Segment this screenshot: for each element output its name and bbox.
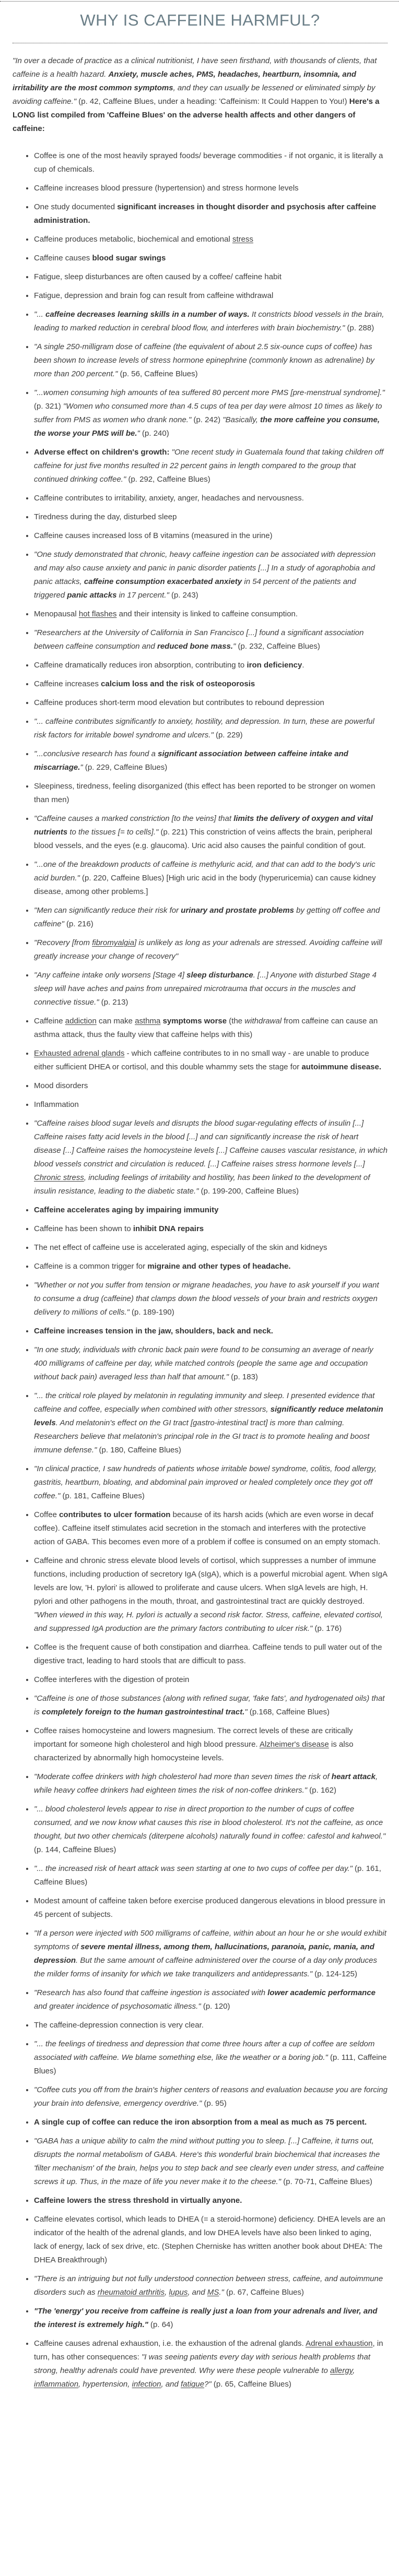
text-segment: ." xyxy=(219,2288,224,2297)
text-segment: "... the feelings of tiredness and depression that come three hours after a cup of coffee are seldom associated with caffeine. We blame something else, like the weather or a boring job." xyxy=(34,2040,375,2062)
text-segment: Caffeine elevates cortisol, which leads to DHEA (= a steroid-hormone) deficiency. DHEA levels are an indicator of the health of the adrenal glands, and low DHEA levels have also been linked to aging, lack of energy, lack of sex drive, etc. (Stephen Cherniske has written another book about DHEA: The DHEA Breakthrough) xyxy=(34,2215,385,2264)
text-segment: (p. 189-190) xyxy=(129,1308,174,1317)
text-segment: "Caffeine is one of those substances (along with refined sugar, 'fake fats', and hydrogenated oils) that is xyxy=(34,1694,385,1716)
text-segment: Caffeine causes xyxy=(34,254,92,263)
text-segment: (p. 65, Caffeine Blues) xyxy=(211,2380,291,2389)
text-segment: (p. 232, Caffeine Blues) xyxy=(236,642,320,651)
text-segment: Anxiety, muscle aches, PMS, headaches, heartburn, insomnia, and irritability are the most common symptoms xyxy=(13,70,357,92)
top-dotted-border xyxy=(0,1,399,2)
list-item xyxy=(34,1508,388,1549)
text-segment: "... the increased risk of heart attack was seen starting at one to two cups of coffee per day." xyxy=(34,1864,353,1873)
text-segment: limits the delivery of oxygen and vital nutrients xyxy=(34,814,373,837)
text-segment: "Caffeine causes a marked constriction [to the veins] that xyxy=(34,814,234,823)
list-item xyxy=(34,1117,388,1198)
inline-link[interactable]: MS xyxy=(207,2288,219,2297)
text-segment: . But the same amount of caffeine administered over the course of a day only produces the milder forms of insanity for which we take tranquilizers and antidepressants." xyxy=(34,1956,378,1978)
list-item xyxy=(34,812,388,853)
text-segment: "In one study, individuals with chronic back pain were found to be consuming an average of nearly 400 milligrams of caffeine per day, while matched controls (people the same age and occupation without back pain) averaged less than half that amount." xyxy=(34,1345,373,1381)
text-segment: "Caffeine raises blood sugar levels and disrupts the blood sugar-regulating effects of insulin [...] Caffeine raises fatty acid levels in the blood [...] and can significantly increase the risk of heart disease [...] Caffeine raises the homocysteine levels [...] Caffeine causes vascular resistance, in which blood vessels constrict and circulation is reduced. [...] Caffeine raises stress hormone levels [...] xyxy=(34,1119,388,1168)
text-segment: "Women who consumed more than 4.5 cups of tea per day were almost 10 times as likely to suffer from PMS as women who drank none." xyxy=(34,402,382,424)
text-segment: lower academic performance xyxy=(267,1988,376,1997)
list-item xyxy=(34,270,388,284)
text-segment: (p. 242) xyxy=(191,415,223,424)
list-item xyxy=(34,2213,388,2267)
list-item xyxy=(34,446,388,486)
list-item xyxy=(34,1015,388,1042)
text-segment: "Coffee cuts you off from the brain's higher centers of reasons and evaluation because you are forcing your brain into defensive, emergency overdrive." xyxy=(34,2085,388,2108)
list-item xyxy=(34,1927,388,1981)
text-segment: Coffee interferes with the digestion of protein xyxy=(34,1675,190,1684)
text-segment: (p. 221) This constriction of veins affects the brain, peripheral blood vessels, and the eyes (e.g. glaucoma). Uric acid also causes the painful condition of gout. xyxy=(34,828,372,850)
text-segment: , hypertension, xyxy=(78,2380,132,2389)
text-segment: Caffeine produces short-term mood elevation but contributes to rebound depression xyxy=(34,698,324,707)
list-item xyxy=(34,1554,388,1636)
text-segment: "Researchers at the University of California in San Francisco [...] found a significant association between caffeine consumption and xyxy=(34,628,364,651)
text-segment: The caffeine-depression connection is very clear. xyxy=(34,2021,204,2030)
list-item xyxy=(34,626,388,653)
text-segment: severe mental illness, among them, hallucinations, paranoia, panic, mania, and depression xyxy=(34,1942,374,1965)
list-item xyxy=(34,1325,388,1338)
inline-link[interactable]: Adrenal exhaustion xyxy=(306,2339,373,2348)
inline-link[interactable]: infection xyxy=(132,2380,161,2389)
text-segment: (p. 56, Caffeine Blues) xyxy=(118,369,198,378)
text-segment: in 54 percent of the patients and triggered xyxy=(34,577,356,600)
text-segment: "... caffeine contributes significantly to anxiety, hostility, and depression. In turn, these are powerful risk factors for irritable bowel syndrome and ulcers." xyxy=(34,717,374,740)
text-segment: (p. 111, Caffeine Blues) xyxy=(34,2053,387,2076)
text-segment: "Recovery [from xyxy=(34,938,92,947)
text-segment: significant association between caffeine intake and miscarriage. xyxy=(34,749,348,772)
text-segment: significant increases in thought disorder and psychosis after caffeine administration. xyxy=(34,202,377,225)
list-item xyxy=(34,1462,388,1503)
text-segment: "Men can significantly reduce their risk for xyxy=(34,906,181,915)
text-segment: symptoms worse xyxy=(162,1017,227,1025)
list-item xyxy=(34,715,388,742)
text-segment: Fatigue, depression and brain fog can result from caffeine withdrawal xyxy=(34,291,274,300)
text-segment: significantly reduce melatonin levels xyxy=(34,1405,383,1427)
inline-link[interactable]: stress xyxy=(232,235,253,244)
text-segment: It constricts blood vessels in the brain, leading to marked reduction in cerebral blood flow, and interferes with brain biochemistry." xyxy=(34,310,384,332)
inline-link[interactable]: Alzheimer's disease xyxy=(259,1740,329,1749)
text-segment: because of its harsh acids (which are even worse in decaf coffee). Caffeine itself stimulates acid secretion in the stomach and interferes with the protective action of GABA. This becomes even more of a problem if coffee is consumed on an empty stomach. xyxy=(34,1510,381,1546)
text-segment: Caffeine causes adrenal exhaustion, i.e. the exhaustion of the adrenal glands. xyxy=(34,2339,306,2348)
text-segment: "One recent study in Guatemala found that taking children off caffeine for just five months resulted in 22 percent gains in length compared to the group that continued drinking coffee." xyxy=(34,448,384,484)
inline-link[interactable]: lupus xyxy=(169,2288,188,2297)
list-item xyxy=(34,1241,388,1255)
text-segment: heart attack xyxy=(331,1772,375,1781)
text-segment: "Basically, xyxy=(222,415,261,424)
article-page xyxy=(0,1,399,2412)
list-item xyxy=(34,2037,388,2078)
text-segment: "Research has also found that caffeine ingestion is associated with xyxy=(34,1988,268,1997)
inline-link[interactable]: Exhausted adrenal glands xyxy=(34,1049,125,1058)
list-item xyxy=(34,510,388,524)
text-segment: (p. 181, Caffeine Blues) xyxy=(60,1492,145,1500)
text-segment: Caffeine contributes to irritability, anxiety, anger, headaches and nervousness. xyxy=(34,494,304,503)
list-item xyxy=(34,1862,388,1889)
text-segment: withdrawal xyxy=(244,1017,282,1025)
text-segment: "I was seeing patients every day with serious health problems that strong, healthy adrenals could have prevented. Why were these people vulnerable to xyxy=(34,2353,371,2375)
text-segment: contributes to ulcer formation xyxy=(59,1510,171,1519)
text-segment: Coffee is the frequent cause of both constipation and diarrhea. Caffeine tends to pull water out of the digestive tract, leading to hard stools that are difficult to pass. xyxy=(34,1643,382,1665)
list-item xyxy=(34,780,388,807)
text-segment: , in turn, has other consequences: xyxy=(34,2339,383,2362)
text-segment: (p. 67, Caffeine Blues) xyxy=(224,2288,304,2297)
text-segment: (p. 120) xyxy=(201,2002,230,2011)
text-segment: Adverse effect on children's growth: xyxy=(34,448,172,457)
list-item xyxy=(34,200,388,228)
text-segment: in 17 percent." xyxy=(116,591,169,600)
text-segment: "In clinical practice, I saw hundreds of patients whose irritable bowel syndrome, colitis, food allergy, gastritis, heartburn, bloating, and abdominal pain improved or healed completely once they got off coffee." xyxy=(34,1464,377,1500)
list-item xyxy=(34,1894,388,1922)
text-segment: caffeine decreases learning skills in a number of ways. xyxy=(45,310,250,319)
text-segment: , including feelings of irritability and hostility, has been linked to the development of insulin resistance, leading to the diabetic state." xyxy=(34,1173,370,1196)
list-item xyxy=(34,607,388,621)
text-segment: (p. 321) xyxy=(34,402,63,411)
text-segment: Caffeine increases blood pressure (hypertension) and stress hormone levels xyxy=(34,184,299,193)
text-segment: "One study demonstrated that chronic, heavy caffeine ingestion can be associated with depression and may also cause anxiety and panic in panic disorder patients [...] In a study of agoraphobia and panic attacks, xyxy=(34,550,376,586)
list-item xyxy=(34,2083,388,2110)
list-item xyxy=(34,340,388,381)
text-segment: "...conclusive research has found a xyxy=(34,749,158,758)
bullet-list xyxy=(13,149,388,2391)
text-segment: Caffeine has been shown to xyxy=(34,1224,133,1233)
text-segment: Caffeine increases tension in the jaw, shoulders, back and neck. xyxy=(34,1327,273,1335)
text-segment: "...one of the breakdown products of caffeine is methyluric acid, and that can add to the body's uric acid burden." xyxy=(34,860,375,882)
text-segment: The net effect of caffeine use is accelerated aging, especially of the skin and kidneys xyxy=(34,1243,327,1252)
text-segment: (p. 243) xyxy=(169,591,198,600)
text-segment: panic attacks xyxy=(67,591,117,600)
text-segment: (p. 216) xyxy=(64,920,93,928)
list-item xyxy=(34,492,388,505)
text-segment: "Moderate coffee drinkers with high cholesterol had more than seven times the risk of xyxy=(34,1772,332,1781)
text-segment: - which caffeine contributes to in no small way - are unable to produce either sufficient DHEA or cortisol, and this double whammy sets the stage for xyxy=(34,1049,369,1071)
text-segment: "When viewed in this way, H. pylori is actually a second risk factor. Stress, caffeine, elevated cortisol, and suppressed IgA production are the primary factors contributing to ulcer risk." xyxy=(34,1611,383,1633)
text-segment: (p. 229) xyxy=(213,731,243,740)
text-segment: (p. 240) xyxy=(139,429,169,438)
text-segment: (p. 95) xyxy=(202,2099,227,2108)
text-segment: (p. 176) xyxy=(312,1624,342,1633)
inline-link[interactable]: fibromyalgia xyxy=(92,938,135,947)
list-item xyxy=(34,1203,388,1217)
text-segment: Caffeine causes increased loss of B vitamins (measured in the urine) xyxy=(34,531,273,540)
list-item xyxy=(34,548,388,602)
list-item xyxy=(34,696,388,710)
list-item xyxy=(34,2134,388,2189)
text-segment: " xyxy=(244,1708,248,1716)
list-item xyxy=(34,386,388,440)
text-segment: blood sugar swings xyxy=(92,254,166,263)
list-item xyxy=(34,936,388,963)
text-segment: urinary and prostate problems xyxy=(181,906,294,915)
text-segment: , while heavy coffee drinkers had eighteen times the risk of non-coffee drinkers." xyxy=(34,1772,378,1795)
text-segment: completely foreign to the human gastrointestinal tract. xyxy=(42,1708,245,1716)
text-segment: Coffee xyxy=(34,1510,60,1519)
text-segment: and greater incidence of psychosomatic illness." xyxy=(34,2002,201,2011)
list-item xyxy=(34,677,388,691)
inline-link[interactable]: allergy xyxy=(330,2366,353,2375)
list-item xyxy=(34,659,388,672)
text-segment: "... blood cholesterol levels appear to rise in direct proportion to the number of cups of coffee consumed, and we now know what causes this rise in blood cholesterol. It's not the caffeine, as once thought, but two other chemicals (diterpene alcohols) naturally found in coffee: cafestol and kahweol." xyxy=(34,1805,386,1841)
text-segment: Mood disorders xyxy=(34,1081,88,1090)
text-segment: "In over a decade of practice as a clinical nutritionist, I have seen firsthand, with thousands of clients, that caffeine is a health hazard. xyxy=(13,56,377,79)
list-item xyxy=(34,1673,388,1687)
text-segment: , xyxy=(165,2288,169,2297)
text-segment: caffeine consumption exacerbated anxiety xyxy=(84,577,242,586)
text-segment: (p. 162) xyxy=(307,1786,336,1795)
inline-link[interactable]: asthma xyxy=(135,1017,161,1025)
text-segment: (p. 220, Caffeine Blues) [High uric acid in the body (hyperuricemia) can cause kidney disease, among other problems.] xyxy=(34,874,376,896)
text-segment: "... the critical role played by melatonin in regulating immunity and sleep. I presented evidence that caffeine and coffee, especially when combined with other stressors, xyxy=(34,1391,375,1414)
text-segment: Caffeine increases xyxy=(34,679,101,688)
list-item xyxy=(34,1222,388,1236)
text-segment: Caffeine produces metabolic, biochemical and emotional xyxy=(34,235,232,244)
inline-link[interactable]: rheumatoid arthritis xyxy=(97,2288,165,2297)
list-item xyxy=(34,1343,388,1384)
list-item xyxy=(34,2337,388,2391)
text-segment: reduced bone mass. xyxy=(157,642,233,651)
list-item xyxy=(34,182,388,195)
text-segment: calcium loss and the risk of osteoporosis xyxy=(101,679,255,688)
text-segment: Caffeine dramatically reduces iron absorption, contributing to xyxy=(34,661,247,670)
inline-link[interactable]: addiction xyxy=(65,1017,97,1025)
inline-link[interactable]: hot flashes xyxy=(78,610,117,618)
text-segment: (p. 183) xyxy=(229,1373,258,1381)
text-segment: Here's a LONG list compiled from 'Caffeine Blues' on the adverse health affects and other dangers of caffeine: xyxy=(13,97,380,133)
list-item xyxy=(34,1724,388,1765)
list-item xyxy=(34,1692,388,1719)
text-segment: A single cup of coffee can reduce the iron absorption from a meal as much as 75 percent. xyxy=(34,2118,367,2127)
text-segment: . xyxy=(302,661,304,670)
text-segment: is also characterized by abnormally high homocysteine levels. xyxy=(34,1740,354,1762)
list-item xyxy=(34,252,388,265)
list-item xyxy=(34,149,388,176)
text-segment: from caffeine can cause an asthma attack, thus the faulty view that caffeine helps with this) xyxy=(34,1017,378,1039)
list-item xyxy=(34,1279,388,1319)
text-segment: (p. 229, Caffeine Blues) xyxy=(83,763,168,772)
text-segment: Menopausal xyxy=(34,610,79,618)
list-item xyxy=(34,1389,388,1457)
text-segment: (p. 213) xyxy=(99,998,128,1007)
text-segment: , xyxy=(353,2366,355,2375)
text-segment: by getting off coffee and caffeine" xyxy=(34,906,380,928)
text-segment: "...women consuming high amounts of tea suffered 80 percent more PMS [pre-menstrual syndrome]." xyxy=(34,388,385,397)
list-item xyxy=(34,1803,388,1857)
text-segment: . And melatonin's effect on the GI tract [gastro-intestinal tract] is more than calming. Researchers believe that melatonin's principal role in the GI tract is to promote healing and boost immune defense." xyxy=(34,1418,370,1454)
list-item xyxy=(34,1260,388,1273)
text-segment: inhibit DNA repairs xyxy=(133,1224,204,1233)
text-segment: Modest amount of caffeine taken before exercise produced dangerous elevations in blood pressure in 45 percent of subjects. xyxy=(34,1897,385,1919)
text-segment: Caffeine is a common trigger for xyxy=(34,1262,148,1271)
text-segment: (p. 144, Caffeine Blues) xyxy=(34,1845,116,1854)
list-item xyxy=(34,1047,388,1074)
text-segment: "... xyxy=(34,310,45,319)
list-item xyxy=(34,1770,388,1797)
text-segment: Caffeine and chronic stress elevate blood levels of cortisol, which suppresses a number of immune functions, including production of secretory IgA (sIgA), which is a powerful microbial agent. When sIgA levels are low, 'H. pylori' is allowed to proliferate and cause ulcers. When sIgA levels are high, H. pylori and other pathogens in the mouth, throat, and gastrointestinal tract are quickly destroyed. xyxy=(34,1556,388,1606)
text-segment: , and xyxy=(161,2380,181,2389)
text-segment: "If a person were injected with 500 milligrams of caffeine, within about an hour he or she would exhibit symptoms of xyxy=(34,1929,386,1951)
text-segment: (p. 199-200, Caffeine Blues) xyxy=(198,1187,299,1196)
text-segment: Caffeine accelerates aging by impairing immunity xyxy=(34,1206,219,1214)
text-segment: "Whether or not you suffer from tension or migrane headaches, you have to ask yourself if you want to consume a drug (caffeine) that clamps down the blood vessels of your brain and restricts oxygen delivery to millions of cells." xyxy=(34,1281,379,1317)
text-segment: Inflammation xyxy=(34,1100,79,1109)
list-item xyxy=(34,2305,388,2332)
text-segment: (p. 70-71, Caffeine Blues) xyxy=(281,2177,372,2186)
text-segment: Coffee raises homocysteine and lowers magnesium. The correct levels of these are critically important for someone high cholesterol and high blood pressure. xyxy=(34,1726,353,1749)
text-segment: Caffeine xyxy=(34,1017,65,1025)
text-segment: , and they can usually be lessened or eliminated simply by avoiding caffeine." xyxy=(13,84,375,106)
text-segment: Coffee is one of the most heavily sprayed foods/ beverage commodities - if not organic, it is literally a cup of chemicals. xyxy=(34,151,383,174)
text-segment: . [...] Anyone with disturbed Stage 4 sleep will have aches and pains from unrepaired microtrauma that occurs in the muscles and connective tissue." xyxy=(34,971,377,1007)
list-item xyxy=(34,308,388,335)
text-segment: " xyxy=(137,429,140,438)
inline-link[interactable]: fatigue xyxy=(181,2380,205,2389)
text-segment: autoimmune disease. xyxy=(301,1063,382,1071)
text-segment: Tiredness during the day, disturbed sleep xyxy=(34,512,177,521)
text-segment: sleep disturbance xyxy=(186,971,253,980)
list-item xyxy=(34,747,388,774)
text-segment: migraine and other types of headache. xyxy=(147,1262,291,1271)
text-segment: (p. 292, Caffeine Blues) xyxy=(126,475,210,484)
text-segment: "Any caffeine intake only worsens [Stage 4] xyxy=(34,971,187,980)
list-item xyxy=(34,2272,388,2299)
text-segment: (p. 42, Caffeine Blues, under a heading: 'Caffeinism: It Could Happen to You!) xyxy=(76,97,349,106)
text-segment: " xyxy=(80,763,83,772)
text-segment: (p.168, Caffeine Blues) xyxy=(247,1708,330,1716)
text-segment: and their intensity is linked to caffeine consumption. xyxy=(116,610,298,618)
inline-link[interactable]: inflammation xyxy=(34,2380,79,2389)
list-item xyxy=(34,1079,388,1093)
text-segment: "The 'energy' you receive from caffeine is really just a loan from your adrenals and liver, and the interest is extremely high." xyxy=(34,2307,378,2329)
text-segment: ] is unlikely as long as your adrenals are stressed. Avoiding caffeine will greatly increase your change of recovery" xyxy=(34,938,382,961)
list-item xyxy=(34,289,388,303)
list-item xyxy=(34,2194,388,2208)
text-segment: Caffeine lowers the stress threshold in virtually anyone. xyxy=(34,2196,242,2205)
list-item xyxy=(34,2019,388,2032)
text-segment: iron deficiency xyxy=(247,661,302,670)
list-item xyxy=(34,969,388,1009)
text-segment: the more caffeine you consume, the worse your PMS will be. xyxy=(34,415,380,438)
text-segment: "There is an intriguing but not fully understood connection between stress, caffeine, and autoimmune disorders such as xyxy=(34,2274,383,2297)
text-segment: can make xyxy=(96,1017,135,1025)
text-segment: Fatigue, sleep disturbances are often caused by a coffee/ caffeine habit xyxy=(34,272,281,281)
text-segment: (p. 180, Caffeine Blues) xyxy=(97,1446,181,1454)
text-segment: (p. 161, Caffeine Blues) xyxy=(34,1864,381,1887)
text-segment: Sleepiness, tiredness, feeling disorganized (this effect has been reported to be stronger on women than men) xyxy=(34,782,375,804)
list-item xyxy=(34,529,388,543)
text-segment: "A single 250-milligram dose of caffeine (the equivalent of about 2.5 six-ounce cups of coffee) has been shown to increase levels of stress hormone epinephrine (commonly known as adrenaline) by more than 200 percent." xyxy=(34,342,375,378)
text-segment: (the xyxy=(227,1017,245,1025)
list-item xyxy=(34,858,388,899)
list-item xyxy=(34,904,388,931)
list-item xyxy=(34,233,388,246)
inline-link[interactable]: Chronic stress xyxy=(34,1173,84,1182)
list-item xyxy=(34,1986,388,2013)
text-segment: "GABA has a unique ability to calm the mind without putting you to sleep. [...] Caffeine, it turns out, disrupts the normal metabolism of GABA. Here's this wonderful brain biochemical that increases the 'filter mechanism' of the brain, helps you to step back and see clearly even under stress, and caffeine screws it up. Thus, in the maze of life you never make it to the cheese." xyxy=(34,2137,384,2186)
text-segment: , and xyxy=(187,2288,207,2297)
text-segment: One study documented xyxy=(34,202,118,211)
list-item xyxy=(34,1098,388,1112)
text-segment: (p. 288) xyxy=(345,324,374,332)
list-item xyxy=(34,2116,388,2129)
intro-paragraph xyxy=(13,54,388,136)
list-item xyxy=(34,1641,388,1668)
text-segment: to the tissues [= to cells]." xyxy=(67,828,159,837)
text-segment: (p. 124-125) xyxy=(312,1970,357,1978)
text-segment: ?" xyxy=(204,2380,212,2389)
text-segment: " xyxy=(233,642,236,651)
page-title: WHY IS CAFFEINE HARMFUL? xyxy=(80,11,320,29)
text-segment: (p. 64) xyxy=(148,2320,173,2329)
